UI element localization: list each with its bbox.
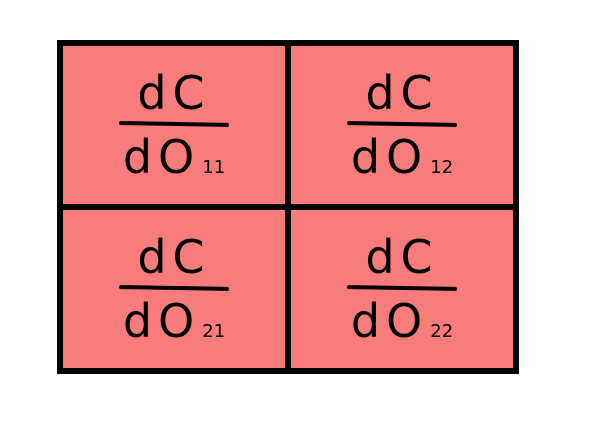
fraction-bar <box>119 285 229 291</box>
fraction <box>347 66 457 184</box>
fraction <box>119 230 229 348</box>
denominator-text: dO <box>350 294 429 348</box>
denominator-text: dO <box>122 294 201 348</box>
fraction-bar <box>347 285 457 291</box>
numerator: dC <box>137 66 211 120</box>
numerator: dC <box>137 230 211 284</box>
subscript: 21 <box>202 321 226 342</box>
fraction-bar <box>119 121 229 127</box>
denominator <box>350 130 454 184</box>
subscript: 11 <box>202 157 226 178</box>
denominator <box>350 294 454 348</box>
matrix-cell-11 <box>63 46 285 204</box>
fraction-bar <box>347 121 457 127</box>
gradient-matrix-grid <box>57 40 519 374</box>
denominator <box>122 294 226 348</box>
subscript: 22 <box>430 321 454 342</box>
fraction <box>119 66 229 184</box>
matrix-cell-21 <box>63 210 285 368</box>
numerator: dC <box>365 230 439 284</box>
matrix-cell-12 <box>291 46 513 204</box>
denominator <box>122 130 226 184</box>
subscript: 12 <box>430 157 454 178</box>
denominator-text: dO <box>122 130 201 184</box>
fraction <box>347 230 457 348</box>
numerator: dC <box>365 66 439 120</box>
matrix-cell-22 <box>291 210 513 368</box>
denominator-text: dO <box>350 130 429 184</box>
